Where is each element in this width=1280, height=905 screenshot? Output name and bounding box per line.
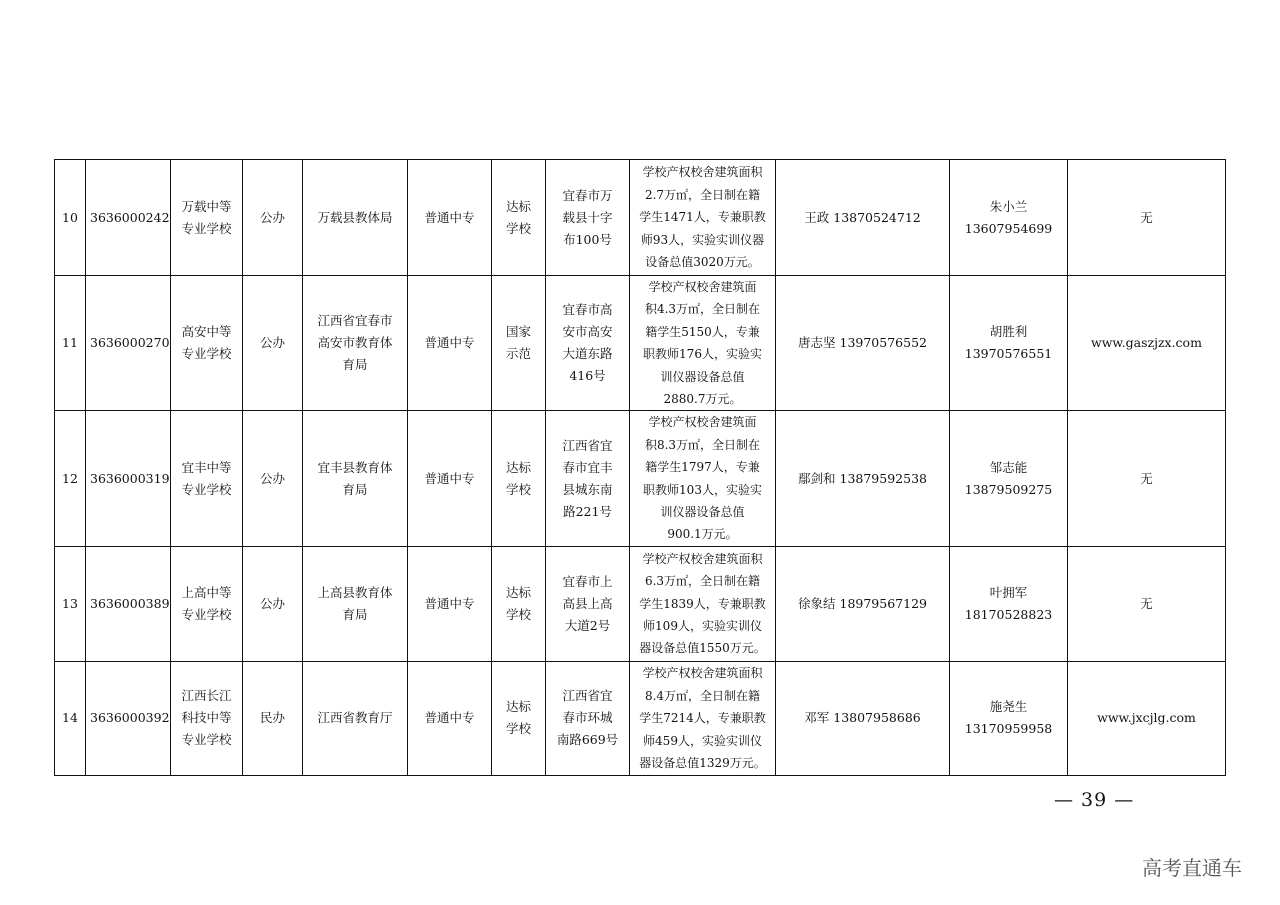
cell-authority-line: 上高县教育体 <box>317 584 393 600</box>
cell-address-line: 高县上高 <box>562 595 613 611</box>
cell-description-line: 学校产权校舍建筑面积 <box>642 165 763 180</box>
cell-description-line: 职教师103人，实验实 <box>643 482 762 497</box>
cell-school-name-line: 专业学校 <box>181 732 232 748</box>
cell-address-line: 416号 <box>569 368 606 384</box>
cell-address-line: 载县十字 <box>562 209 613 225</box>
table-row <box>55 546 1226 661</box>
cell-school-name <box>171 661 243 775</box>
cell-authority-line: 育局 <box>342 481 368 497</box>
cell-description-line: 职教师176人，实验实 <box>643 347 762 362</box>
cell-school-name-line: 万载中等 <box>181 198 232 214</box>
cell-description-line: 2.7万㎡，全日制在籍 <box>644 187 761 202</box>
cell-authority <box>303 160 408 276</box>
cell-description <box>630 661 776 775</box>
cell-category-line: 达标 <box>505 459 531 475</box>
cell-description-line: 训仪器设备总值 <box>660 505 745 520</box>
cell-description-line: 师109人，实验实训仪 <box>643 619 762 634</box>
cell-school-name <box>171 411 243 546</box>
cell-description-line: 师459人，实验实训仪 <box>643 733 762 748</box>
cell-school-code: 3636000392 <box>86 661 171 775</box>
cell-school-level: 普通中专 <box>408 546 492 661</box>
cell-description-line: 900.1万元。 <box>667 527 738 542</box>
cell-description-line: 学生7214人，专兼职教 <box>639 711 766 726</box>
cell-school-nature: 公办 <box>243 160 303 276</box>
cell-authority <box>303 661 408 775</box>
cell-description-line: 学校产权校舍建筑面 <box>648 415 757 430</box>
cell-address-line: 江西省宜 <box>562 437 613 453</box>
cell-contact-line: 18170528823 <box>964 606 1053 622</box>
cell-description-line: 6.3万㎡，全日制在籍 <box>644 574 761 589</box>
cell-school-code: 3636000242 <box>86 160 171 276</box>
cell-school-nature: 公办 <box>243 276 303 411</box>
cell-category <box>492 661 546 775</box>
cell-category <box>492 276 546 411</box>
cell-address <box>546 661 630 775</box>
cell-category-line: 达标 <box>505 198 531 214</box>
cell-description-line: 训仪器设备总值 <box>660 369 745 384</box>
cell-number: 12 <box>55 411 86 546</box>
cell-school-name-line: 宜丰中等 <box>181 459 232 475</box>
cell-contact-line: 邹志能 <box>989 459 1028 475</box>
cell-description-line: 积4.3万㎡，全日制在 <box>644 302 761 317</box>
cell-description-line: 学校产权校舍建筑面 <box>648 280 757 294</box>
cell-school-level: 普通中专 <box>408 160 492 276</box>
cell-description-line: 师93人，实验实训仪器 <box>640 232 765 247</box>
cell-contact-line: 施尧生 <box>989 699 1028 715</box>
cell-school-name-line: 高安中等 <box>181 324 232 340</box>
cell-authority-line: 江西省宜春市 <box>317 313 393 329</box>
cell-address-line: 江西省宜 <box>562 688 613 704</box>
cell-school-level: 普通中专 <box>408 276 492 411</box>
cell-description-line: 设备总值3020万元。 <box>645 255 760 270</box>
cell-contact-line: 13170959958 <box>964 721 1053 737</box>
cell-category-line: 学校 <box>505 721 531 737</box>
cell-description <box>630 276 776 411</box>
cell-description <box>630 546 776 661</box>
cell-contact-line: 朱小兰 <box>989 198 1028 214</box>
cell-authority-line: 高安市教育体 <box>317 335 393 351</box>
table-row <box>55 411 1226 546</box>
cell-category-line: 达标 <box>505 699 531 715</box>
cell-address-line: 大道2号 <box>564 617 611 633</box>
cell-website: 无 <box>1068 546 1226 661</box>
cell-contact-line: 13970576551 <box>964 346 1053 362</box>
cell-authority <box>303 276 408 411</box>
cell-description-line: 学校产权校舍建筑面积 <box>642 666 763 681</box>
cell-authority-line: 万载县教体局 <box>317 209 393 225</box>
cell-description-line: 8.4万㎡，全日制在籍 <box>644 688 761 703</box>
cell-school-code: 3636000319 <box>86 411 171 546</box>
cell-authority-line: 宜丰县教育体 <box>317 459 393 475</box>
schools-table <box>54 159 1226 776</box>
cell-number: 10 <box>55 160 86 276</box>
cell-school-name-line: 专业学校 <box>181 346 232 362</box>
cell-school-name-line: 上高中等 <box>181 584 232 600</box>
cell-category-line: 示范 <box>505 346 531 362</box>
cell-authority-line: 育局 <box>342 606 368 622</box>
page-number: — 39 — <box>1054 789 1135 811</box>
cell-school-name <box>171 546 243 661</box>
cell-category-line: 达标 <box>505 584 531 600</box>
cell-website: 无 <box>1068 411 1226 546</box>
cell-principal: 鄢剑和 13879592538 <box>776 411 950 546</box>
cell-number: 14 <box>55 661 86 775</box>
cell-contact <box>950 411 1068 546</box>
cell-address-line: 春市宜丰 <box>562 459 613 475</box>
cell-description-line: 器设备总值1550万元。 <box>639 641 766 656</box>
cell-contact <box>950 276 1068 411</box>
cell-authority <box>303 411 408 546</box>
cell-school-level: 普通中专 <box>408 661 492 775</box>
cell-number: 13 <box>55 546 86 661</box>
cell-school-code: 3636000270 <box>86 276 171 411</box>
cell-school-code: 3636000389 <box>86 546 171 661</box>
cell-category-line: 学校 <box>505 220 531 236</box>
cell-address-line: 路221号 <box>563 503 612 519</box>
cell-school-name-line: 专业学校 <box>181 481 232 497</box>
cell-category-line: 学校 <box>505 606 531 622</box>
cell-contact-line: 13879509275 <box>964 481 1053 497</box>
cell-authority <box>303 546 408 661</box>
cell-address-line: 大道东路 <box>562 346 613 362</box>
watermark-text: 高考直通车 <box>1142 856 1242 880</box>
cell-contact-line: 叶拥军 <box>989 584 1028 600</box>
cell-number: 11 <box>55 276 86 411</box>
cell-authority-line: 育局 <box>342 357 368 373</box>
cell-description-line: 2880.7万元。 <box>663 392 742 407</box>
cell-description-line: 学校产权校舍建筑面积 <box>642 551 763 566</box>
cell-school-name <box>171 276 243 411</box>
cell-description-line: 籍学生5150人，专兼 <box>645 324 760 339</box>
table-row <box>55 160 1226 276</box>
cell-contact <box>950 546 1068 661</box>
cell-school-name-line: 专业学校 <box>181 606 232 622</box>
cell-description-line: 器设备总值1329万元。 <box>639 755 766 770</box>
cell-category <box>492 160 546 276</box>
cell-category-line: 国家 <box>505 324 531 340</box>
cell-school-nature: 民办 <box>243 661 303 775</box>
cell-address-line: 宜春市上 <box>562 573 613 589</box>
cell-address <box>546 411 630 546</box>
cell-school-name <box>171 160 243 276</box>
cell-category <box>492 411 546 546</box>
cell-address-line: 宜春市高 <box>562 302 613 318</box>
cell-address-line: 县城东南 <box>562 481 613 497</box>
cell-school-nature: 公办 <box>243 411 303 546</box>
cell-description-line: 学生1471人，专兼职教 <box>639 210 766 225</box>
cell-address-line: 南路669号 <box>556 732 619 748</box>
cell-school-nature: 公办 <box>243 546 303 661</box>
cell-school-name-line: 江西长江 <box>181 688 232 704</box>
cell-website: 无 <box>1068 160 1226 276</box>
table-row <box>55 276 1226 411</box>
cell-category-line: 学校 <box>505 481 531 497</box>
cell-school-name-line: 科技中等 <box>181 710 232 726</box>
table-row <box>55 661 1226 775</box>
cell-description-line: 积8.3万㎡，全日制在 <box>644 437 761 452</box>
cell-authority-line: 江西省教育厅 <box>317 710 393 726</box>
cell-address-line: 宜春市万 <box>562 187 613 203</box>
cell-school-level: 普通中专 <box>408 411 492 546</box>
cell-principal: 徐象结 18979567129 <box>776 546 950 661</box>
cell-description <box>630 160 776 276</box>
cell-principal: 邓军 13807958686 <box>776 661 950 775</box>
cell-address <box>546 276 630 411</box>
cell-principal: 王政 13870524712 <box>776 160 950 276</box>
cell-address-line: 安市高安 <box>562 324 613 340</box>
cell-category <box>492 546 546 661</box>
cell-address-line: 春市环城 <box>562 710 613 726</box>
cell-address <box>546 546 630 661</box>
cell-school-name-line: 专业学校 <box>181 220 232 236</box>
cell-address-line: 布100号 <box>563 231 612 247</box>
cell-address <box>546 160 630 276</box>
cell-description <box>630 411 776 546</box>
cell-principal: 唐志坚 13970576552 <box>776 276 950 411</box>
cell-description-line: 籍学生1797人，专兼 <box>645 460 760 475</box>
cell-website: www.gaszjzx.com <box>1068 276 1226 411</box>
cell-contact-line: 胡胜利 <box>989 324 1028 340</box>
cell-website: www.jxcjlg.com <box>1068 661 1226 775</box>
cell-contact <box>950 661 1068 775</box>
cell-contact <box>950 160 1068 276</box>
cell-contact-line: 13607954699 <box>964 220 1053 236</box>
cell-description-line: 学生1839人，专兼职教 <box>639 596 766 611</box>
